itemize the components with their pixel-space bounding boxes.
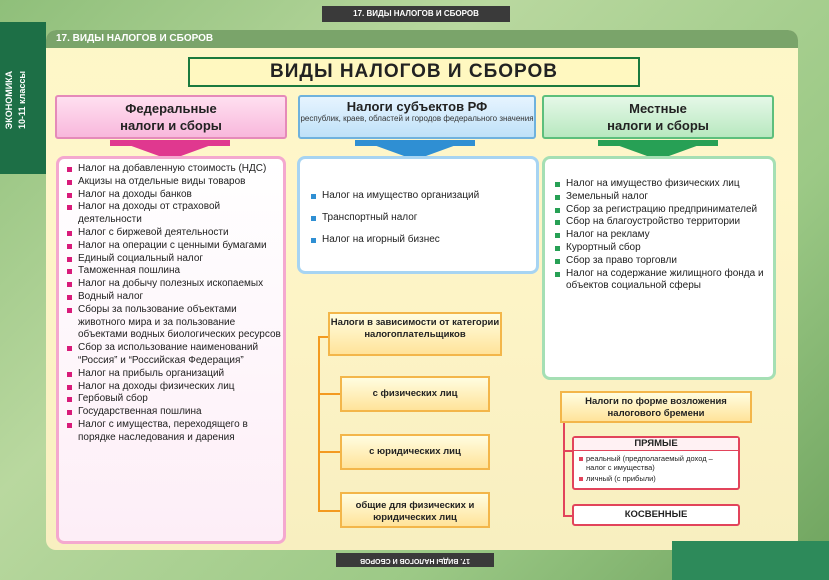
list-item: личный (с прибыли) [586, 474, 732, 483]
indirect-taxes-box: КОСВЕННЫЕ [572, 504, 740, 526]
federal-title-line1: Федеральные [125, 101, 217, 116]
section-title: 17. ВИДЫ НАЛОГОВ И СБОРОВ [56, 33, 214, 44]
list-item: Налог с имущества, переходящего в порядке наследования и дарения [64, 419, 282, 445]
connector-line [318, 451, 340, 453]
local-title-line1: Местные [629, 101, 687, 116]
connector-line [563, 450, 572, 452]
bottom-label: 17. ВИДЫ НАЛОГОВ И СБОРОВ [336, 553, 494, 567]
list-item: Сбор за право торговли [552, 255, 774, 268]
list-item: Налог на доходы от страховой деятельности [64, 201, 282, 227]
list-item: Налог на рекламу [552, 229, 774, 242]
list-item: Налог на доходы банков [64, 189, 282, 202]
burden-connector-line [563, 423, 565, 517]
regional-title: Налоги субъектов РФ [346, 99, 488, 114]
connector-line [563, 515, 572, 517]
list-item: Сбор за использование наименований “Россия” и “Российская Федерация” [64, 342, 282, 368]
regional-list [308, 190, 533, 255]
local-list [552, 178, 774, 293]
list-item: Государственная пошлина [64, 406, 282, 419]
burden-title: Налоги по форме возложения налогового бремени [560, 391, 752, 423]
list-item: Налог на содержание жилищного фонда и объектов социальной сферы [552, 268, 774, 294]
payer-category-individuals: с физических лиц [340, 376, 490, 412]
payer-category-common: общие для физических и юридических лиц [340, 492, 490, 528]
list-item: Налог на имущество физических лиц [552, 178, 774, 191]
top-label: 17. ВИДЫ НАЛОГОВ И СБОРОВ [322, 6, 510, 22]
list-item: Единый социальный налог [64, 253, 282, 266]
list-item: Сборы за пользование объектами животного мира и за пользование объектами водных биологических ресурсов [64, 304, 282, 342]
list-item: Налог на игорный бизнес [308, 234, 533, 247]
federal-header [55, 95, 287, 139]
local-title-line2: налоги и сборы [607, 118, 709, 133]
payer-category-title: Налоги в зависимости от категории налогоплательщиков [328, 312, 502, 356]
list-item: Налог на добавленную стоимость (НДС) [64, 163, 282, 176]
payer-connector-line [318, 336, 320, 512]
corner-decoration [672, 541, 829, 580]
list-item: Налог на операции с ценными бумагами [64, 240, 282, 253]
list-item: Сбор на благоустройство территории [552, 216, 774, 229]
list-item: Водный налог [64, 291, 282, 304]
sidebar-label [3, 30, 43, 170]
local-header [542, 95, 774, 139]
list-item: Налог с биржевой деятельности [64, 227, 282, 240]
list-item: Гербовый сбор [64, 393, 282, 406]
list-item: Земельный налог [552, 191, 774, 204]
sidebar-line1: ЭКОНОМИКА [4, 70, 14, 130]
list-item: Налог на прибыль организаций [64, 368, 282, 381]
direct-taxes-list [574, 451, 738, 483]
list-item: Транспортный налог [308, 212, 533, 225]
list-item: реальный (предполагаемый доход – налог с имущества) [586, 454, 732, 472]
regional-subtitle: республик, краев, областей и городов федерального значения [300, 114, 534, 123]
list-item: Налог на доходы физических лиц [64, 381, 282, 394]
list-item: Курортный сбор [552, 242, 774, 255]
federal-list [64, 163, 282, 445]
list-item: Налог на добычу полезных ископаемых [64, 278, 282, 291]
federal-title-line2: налоги и сборы [120, 118, 222, 133]
list-item: Налог на имущество организаций [308, 190, 533, 203]
regional-header [298, 95, 536, 139]
list-item: Акцизы на отдельные виды товаров [64, 176, 282, 189]
direct-taxes-box [572, 436, 740, 490]
direct-taxes-title: ПРЯМЫЕ [574, 438, 738, 451]
payer-category-legal: с юридических лиц [340, 434, 490, 470]
list-item: Таможенная пошлина [64, 265, 282, 278]
sidebar-line2: 10-11 классы [17, 70, 27, 130]
main-title: ВИДЫ НАЛОГОВ И СБОРОВ [188, 57, 640, 87]
list-item: Сбор за регистрацию предпринимателей [552, 204, 774, 217]
connector-line [318, 393, 340, 395]
connector-line [318, 510, 340, 512]
